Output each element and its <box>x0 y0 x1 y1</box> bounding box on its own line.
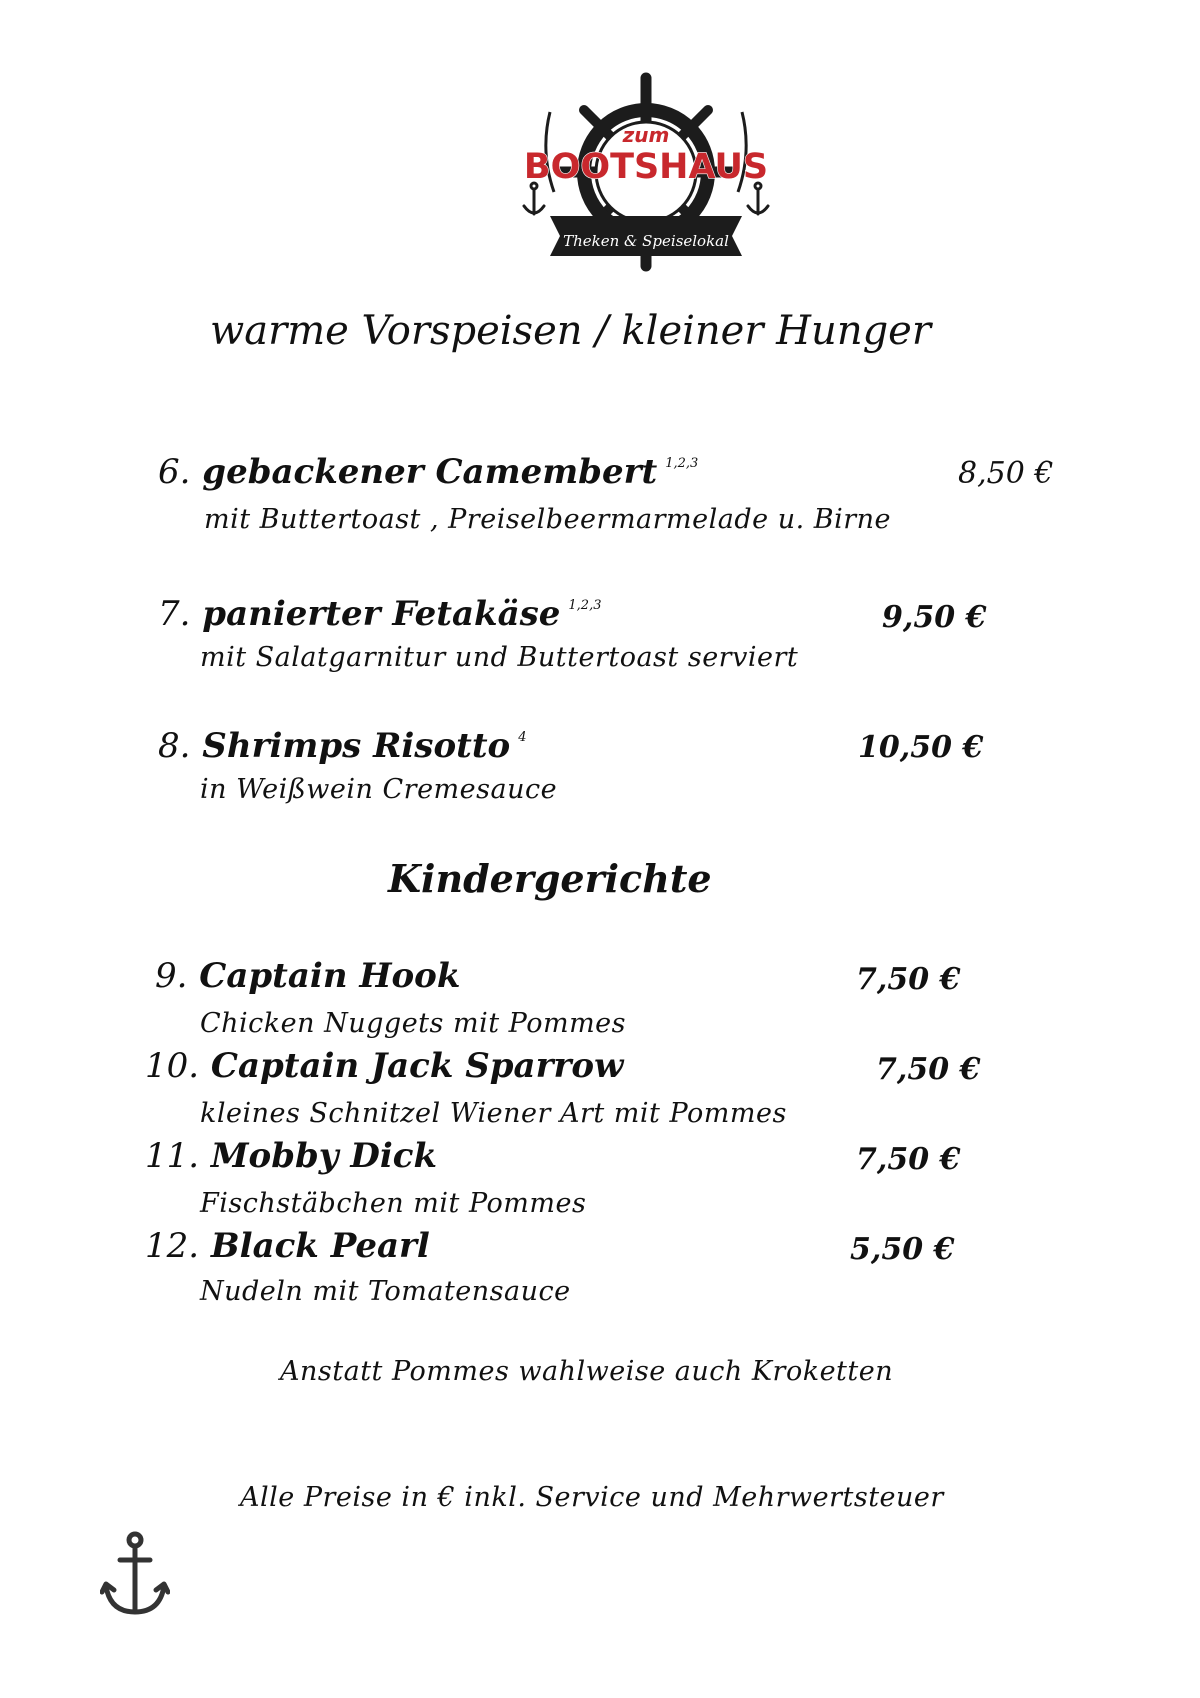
item-description: kleines Schnitzel Wiener Art mit Pommes <box>200 1098 787 1129</box>
menu-item-name <box>158 594 601 634</box>
item-number: 10. <box>145 1046 200 1086</box>
item-price: 7,50 € <box>876 1052 981 1087</box>
item-number: 6. <box>158 452 191 492</box>
item-price: 7,50 € <box>856 1142 961 1177</box>
allergen-note: 1,2,3 <box>568 597 602 613</box>
menu-item-name <box>145 1136 437 1176</box>
item-price: 10,50 € <box>858 730 984 765</box>
item-title: Captain Jack Sparrow <box>210 1046 624 1086</box>
item-number: 8. <box>158 726 191 766</box>
menu-item-name <box>155 956 460 996</box>
item-description: Nudeln mit Tomatensauce <box>200 1276 571 1307</box>
item-number: 11. <box>145 1136 200 1176</box>
logo-name: BOOTSHAUS <box>523 147 769 187</box>
item-title: Shrimps Risotto <box>202 726 511 766</box>
allergen-note: 1,2,3 <box>665 455 699 471</box>
price-footer: Alle Preise in € inkl. Service und Mehrwertsteuer <box>240 1482 944 1513</box>
item-title: panierter Fetakäse <box>202 594 561 634</box>
item-number: 12. <box>145 1226 200 1266</box>
item-description: Chicken Nuggets mit Pommes <box>200 1008 627 1039</box>
item-title: Mobby Dick <box>210 1136 438 1176</box>
item-number: 7. <box>158 594 191 634</box>
menu-item-name <box>145 1226 430 1266</box>
item-title: Captain Hook <box>199 956 461 996</box>
menu-item-name <box>158 726 527 766</box>
item-price: 8,50 € <box>958 456 1054 491</box>
bootshaus-logo <box>520 72 772 272</box>
menu-item-name <box>158 452 698 492</box>
item-title: Black Pearl <box>210 1226 430 1266</box>
item-description: in Weißwein Cremesauce <box>200 774 558 805</box>
item-price: 9,50 € <box>882 600 987 635</box>
logo-small-text: zum <box>622 123 670 147</box>
item-description: mit Salatgarnitur und Buttertoast serviert <box>200 642 799 673</box>
item-price: 5,50 € <box>850 1232 955 1267</box>
item-number: 9. <box>155 956 188 996</box>
item-title: gebackener Camembert <box>202 452 658 492</box>
allergen-note: 4 <box>518 729 527 745</box>
section-title-vorspeisen: warme Vorspeisen / kleiner Hunger <box>210 308 931 354</box>
menu-item-name <box>145 1046 623 1086</box>
side-dish-note: Anstatt Pommes wahlweise auch Kroketten <box>280 1356 894 1387</box>
logo-banner-text: Theken & Speiselokal <box>563 232 729 250</box>
anchor-icon <box>100 1530 170 1620</box>
ship-wheel-icon <box>520 72 772 272</box>
item-description: Fischstäbchen mit Pommes <box>200 1188 587 1219</box>
section-title-kindergerichte: Kindergerichte <box>388 856 712 901</box>
item-description: mit Buttertoast , Preiselbeermarmelade u. Birne <box>204 504 892 535</box>
item-price: 7,50 € <box>856 962 961 997</box>
